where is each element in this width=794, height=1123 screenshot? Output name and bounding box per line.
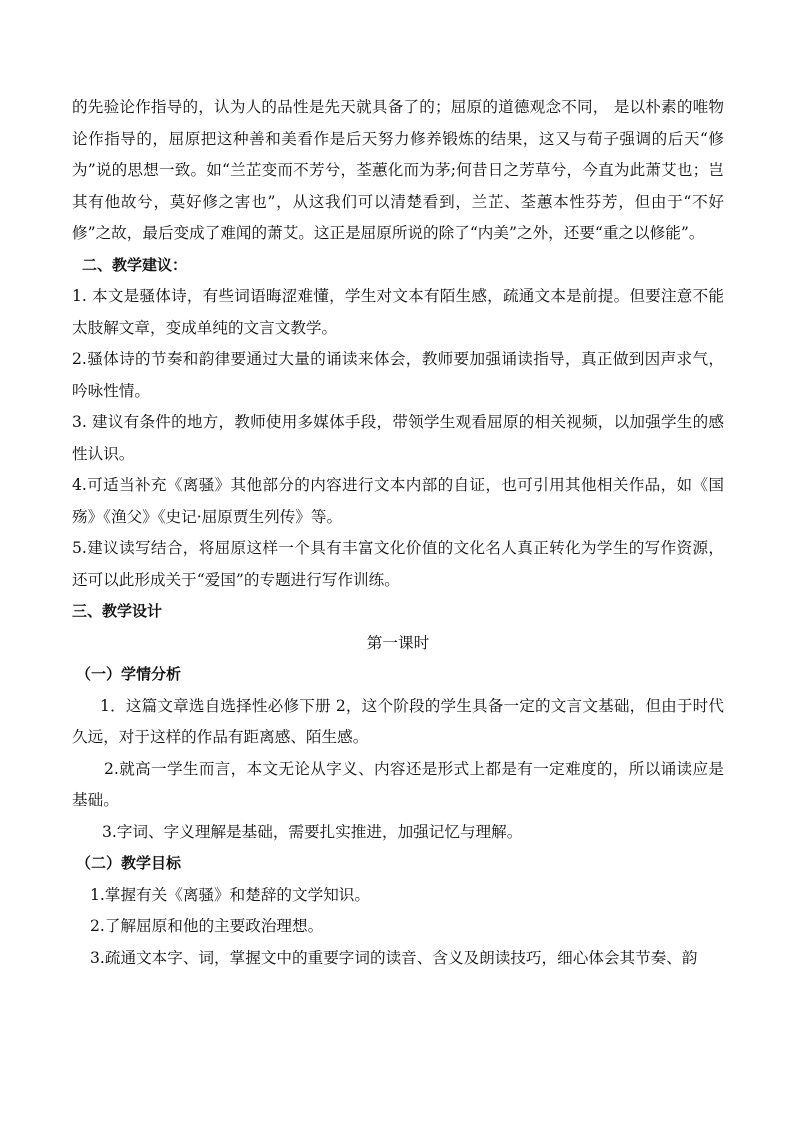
intro-paragraph: 的先验论作指导的，认为人的品性是先天就具备了的；屈原的道德观念不同， 是以朴素的唯物论作指导的，屈原把这种善和美看作是后天努力修养锻炼的结果，这又与荀子强调的后天“修为”说的思想一致。如“兰芷变而不芳兮，荃蕙化而为茅;何昔日之芳草兮，今直为此萧艾也；岂其有他故兮，莫好修之害也”，从这我们可以清楚看到，兰芷、荃蕙本性芬芳，但由于“不好修”之故，最后变成了难闻的萧艾。这正是屈原所说的除了“内美”之外，还要“重之以修能”。: [72, 98, 724, 242]
suggestion-item-3: 3. 建议有条件的地方，教师使用多媒体手段，带领学生观看屈原的相关视频，以加强学生的感性认识。: [72, 413, 724, 463]
analysis-item-3: 3.字词、字义理解是基础，需要扎实推进，加强记忆与理解。: [102, 822, 523, 841]
suggestion-item-4: 4.可适当补充《离骚》其他部分的内容进行文本内部的自证，也可引用其他相关作品，如《国殇》《渔父》《史记·屈原贾生列传》等。: [72, 476, 724, 526]
analysis-item-2: 2.就高一学生而言，本文无论从字义、内容还是形式上都是有一定难度的，所以诵读应是基础。: [72, 759, 724, 809]
lesson-title: 第一课时: [366, 633, 430, 652]
goal-item-1: 1.掌握有关《离骚》和楚辞的文学知识。: [90, 885, 370, 904]
subsection-heading-teaching-goals: （二）教学目标: [76, 854, 182, 872]
document-page: [72, 92, 724, 974]
suggestion-item-1: 1. 本文是骚体诗，有些词语晦涩难懂，学生对文本有陌生感，疏通文本是前提。但要注意不能太肢解文章，变成单纯的文言文教学。: [72, 287, 724, 337]
suggestion-item-5: 5.建议读写结合，将屈原这样一个具有丰富文化价值的文化名人真正转化为学生的写作资源，还可以此形成关于“爱国”的专题进行写作训练。: [72, 539, 724, 589]
subsection-heading-student-analysis: （一）学情分析: [76, 665, 182, 683]
goal-item-3: 3.疏通文本字、词，掌握文中的重要字词的读音、含义及朗读技巧，细心体会其节奏、韵: [90, 948, 698, 967]
section-heading-teaching-design: 三、教学设计: [72, 602, 163, 620]
analysis-item-1: 1．这篇文章选自选择性必修下册 2，这个阶段的学生具备一定的文言文基础，但由于时代久远，对于这样的作品有距离感、陌生感。: [72, 696, 724, 746]
suggestion-item-2: 2.骚体诗的节奏和韵律要通过大量的诵读来体会，教师要加强诵读指导，真正做到因声求气，吟咏性情。: [72, 350, 724, 400]
section-heading-teaching-suggestions: 二、教学建议：: [82, 255, 188, 274]
goal-item-2: 2.了解屈原和他的主要政治理想。: [90, 917, 324, 935]
